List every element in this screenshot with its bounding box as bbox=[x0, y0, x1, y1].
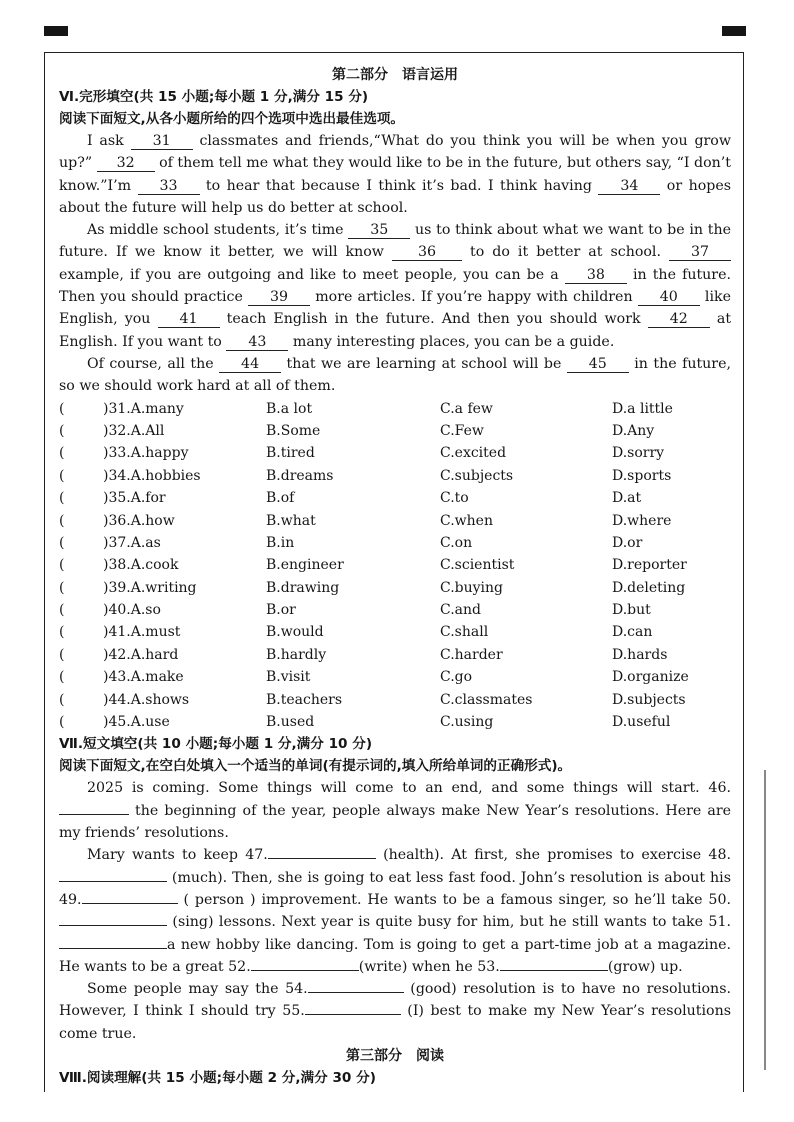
option-row bbox=[59, 577, 731, 599]
option-d: D.sports bbox=[612, 467, 672, 484]
option-b: B.in bbox=[266, 534, 295, 551]
option-b: B.what bbox=[266, 512, 316, 529]
blank-45[interactable]: 45 bbox=[567, 356, 629, 373]
option-b: B.of bbox=[266, 490, 295, 507]
option-d: D.Any bbox=[612, 422, 655, 439]
number-52: 52. bbox=[228, 958, 251, 975]
answer-paren[interactable]: ( bbox=[59, 534, 65, 551]
option-d: D.deleting bbox=[612, 579, 686, 596]
option-b: B.Some bbox=[266, 422, 321, 439]
option-c: C.when bbox=[440, 512, 493, 529]
number-55: 55. bbox=[282, 1003, 305, 1020]
blank-52[interactable] bbox=[251, 970, 359, 971]
text: teach English in the future. And then you should work bbox=[219, 311, 648, 328]
option-row bbox=[59, 465, 731, 487]
text: I ask bbox=[87, 133, 131, 149]
option-a: )42.A.hard bbox=[103, 646, 179, 663]
answer-paren[interactable]: ( bbox=[59, 579, 65, 596]
option-row bbox=[59, 711, 731, 733]
text: ( person ) improvement. He wants to be a famous singer, so he’ll take bbox=[177, 891, 709, 908]
option-a: )44.A.shows bbox=[103, 691, 190, 708]
option-b: B.used bbox=[266, 714, 315, 731]
section7-heading: Ⅶ.短文填空(共 10 小题;每小题 1 分,满分 10 分) bbox=[59, 736, 373, 753]
option-row bbox=[59, 398, 731, 420]
answer-paren[interactable]: ( bbox=[59, 467, 65, 484]
option-d: D.can bbox=[612, 624, 653, 641]
option-row bbox=[59, 420, 731, 442]
option-d: D.hards bbox=[612, 646, 668, 663]
number-47: 47. bbox=[245, 847, 268, 864]
part2-title: 第二部分 语言运用 bbox=[332, 67, 458, 83]
text: Mary wants to keep bbox=[87, 847, 246, 864]
option-d: D.a little bbox=[612, 400, 673, 417]
option-c: C.classmates bbox=[440, 691, 533, 708]
option-d: D.where bbox=[612, 512, 672, 529]
option-d: D.but bbox=[612, 602, 651, 619]
answer-paren[interactable]: ( bbox=[59, 445, 65, 462]
text: (much). Then, she is going to eat less fast food. John’s resolution is about his bbox=[167, 869, 731, 886]
option-c: C.harder bbox=[440, 646, 503, 663]
blank-35[interactable]: 35 bbox=[348, 222, 410, 239]
blank-41[interactable]: 41 bbox=[158, 311, 220, 328]
option-c: C.Few bbox=[440, 422, 484, 439]
part3-title: 第三部分 阅读 bbox=[346, 1047, 444, 1064]
option-a: )33.A.happy bbox=[103, 445, 189, 462]
blank-39[interactable]: 39 bbox=[248, 289, 310, 306]
text: (grow) up. bbox=[607, 958, 683, 975]
answer-paren[interactable]: ( bbox=[59, 669, 65, 686]
text: more articles. If you’re happy with children bbox=[310, 289, 638, 306]
option-c: C.a few bbox=[440, 400, 493, 417]
text: classmates and friends,“What do you think you will be when you grow up?” bbox=[59, 133, 731, 172]
answer-paren[interactable]: ( bbox=[59, 490, 65, 507]
cloze-paragraph-3 bbox=[59, 353, 731, 398]
options-list bbox=[59, 398, 731, 734]
text: to do it better at school. bbox=[461, 244, 669, 261]
blank-40[interactable]: 40 bbox=[638, 289, 700, 306]
cloze-paragraph-2 bbox=[59, 219, 731, 353]
answer-paren[interactable]: ( bbox=[59, 714, 65, 731]
fill-paragraph-2 bbox=[59, 844, 731, 978]
blank-36[interactable]: 36 bbox=[392, 244, 462, 261]
text: (write) when he bbox=[358, 958, 478, 975]
text: example, if you are outgoing and like to meet people, you can be a bbox=[59, 266, 565, 283]
answer-paren[interactable]: ( bbox=[59, 646, 65, 663]
text: or hopes about the future will help us do better at school. bbox=[59, 177, 732, 216]
blank-51[interactable] bbox=[59, 948, 167, 949]
option-d: D.organize bbox=[612, 669, 689, 686]
option-b: B.drawing bbox=[266, 579, 340, 596]
blank-47[interactable] bbox=[268, 858, 376, 859]
blank-32[interactable]: 32 bbox=[97, 155, 155, 172]
option-a: )38.A.cook bbox=[103, 557, 179, 574]
option-row bbox=[59, 442, 731, 464]
cloze-paragraph-1 bbox=[59, 130, 731, 219]
blank-37[interactable]: 37 bbox=[669, 244, 731, 261]
option-a: )31.A.many bbox=[103, 400, 184, 417]
text: a new hobby like dancing. Tom is going to get a part-time job at a magazine. He wants to be a great bbox=[59, 936, 731, 975]
option-c: C.go bbox=[440, 669, 473, 686]
answer-paren[interactable]: ( bbox=[59, 557, 65, 574]
option-c: C.to bbox=[440, 490, 469, 507]
option-row bbox=[59, 532, 731, 554]
text: the beginning of the year, people always make New Year’s resolutions. Here are my friends’ resolutions. bbox=[59, 802, 731, 842]
option-a: )35.A.for bbox=[103, 490, 166, 507]
text: (health). At first, she promises to exercise bbox=[375, 847, 709, 864]
margin-line bbox=[764, 770, 766, 1070]
option-b: B.would bbox=[266, 624, 324, 641]
option-d: D.at bbox=[612, 490, 642, 507]
answer-paren[interactable]: ( bbox=[59, 602, 65, 619]
text: that we are learning at school will be bbox=[281, 355, 567, 372]
text: in the future, so we should work hard at all of them. bbox=[59, 355, 731, 395]
text: As middle school students, it’s time bbox=[87, 222, 349, 239]
option-b: B.visit bbox=[266, 669, 311, 686]
text: of them tell me what they would like to be in the future, but others say, “I don’t know.”I’m bbox=[59, 155, 731, 194]
blank-48[interactable] bbox=[59, 881, 167, 882]
option-row bbox=[59, 599, 731, 621]
option-c: C.on bbox=[440, 534, 473, 551]
section7-instruction: 阅读下面短文,在空白处填入一个适当的单词(有提示词的,填入所给单词的正确形式)。 bbox=[59, 758, 572, 775]
option-b: B.tired bbox=[266, 445, 315, 462]
answer-paren[interactable]: ( bbox=[59, 624, 65, 641]
option-row bbox=[59, 644, 731, 666]
option-b: B.teachers bbox=[266, 691, 343, 708]
option-b: B.hardly bbox=[266, 646, 327, 663]
text: to hear that because I think it’s bad. I think having bbox=[199, 177, 599, 194]
option-a: )41.A.must bbox=[103, 624, 181, 641]
text: Of course, all the bbox=[87, 355, 220, 372]
option-a: )45.A.use bbox=[103, 714, 170, 731]
option-row bbox=[59, 689, 731, 711]
text: 2025 is coming. Some things will come to an end, and some things will start. bbox=[87, 780, 709, 797]
blank-34[interactable]: 34 bbox=[598, 178, 660, 195]
blank-33[interactable]: 33 bbox=[138, 178, 200, 195]
number-46: 46. bbox=[708, 780, 731, 797]
option-b: B.dreams bbox=[266, 467, 334, 484]
option-b: B.a lot bbox=[266, 400, 313, 417]
text: (good) resolution is to have no resolutions. However, I think I should try bbox=[59, 981, 731, 1020]
number-48: 48. bbox=[708, 847, 731, 864]
option-row bbox=[59, 487, 731, 509]
blank-42[interactable]: 42 bbox=[648, 311, 710, 328]
answer-paren[interactable]: ( bbox=[59, 691, 65, 708]
option-a: )32.A.All bbox=[103, 422, 165, 439]
blank-38[interactable]: 38 bbox=[565, 267, 627, 284]
number-49: 49. bbox=[59, 891, 82, 908]
registration-mark-left bbox=[44, 26, 68, 36]
text: many interesting places, you can be a guide. bbox=[288, 333, 615, 350]
answer-paren[interactable]: ( bbox=[59, 422, 65, 439]
blank-49[interactable] bbox=[82, 903, 178, 904]
option-d: D.or bbox=[612, 534, 643, 551]
answer-paren[interactable]: ( bbox=[59, 512, 65, 529]
option-d: D.subjects bbox=[612, 691, 686, 708]
text: us to think about what we want to be in the future. If we know it better, we will know bbox=[59, 222, 731, 261]
option-d: D.sorry bbox=[612, 445, 665, 462]
blank-31[interactable]: 31 bbox=[131, 133, 193, 150]
option-d: D.reporter bbox=[612, 557, 687, 574]
section6-instruction: 阅读下面短文,从各小题所给的四个选项中选出最佳选项。 bbox=[59, 111, 405, 127]
blank-54[interactable] bbox=[308, 992, 404, 993]
option-b: B.engineer bbox=[266, 557, 344, 574]
option-row bbox=[59, 554, 731, 576]
option-a: )34.A.hobbies bbox=[103, 467, 201, 484]
text: (I) best to make my New Year’s resolutions come true. bbox=[59, 1003, 731, 1042]
text: like English, you bbox=[59, 289, 731, 328]
text: at English. If you want to bbox=[59, 311, 732, 350]
registration-mark-right bbox=[722, 26, 746, 36]
number-51: 51. bbox=[708, 914, 731, 931]
option-c: C.shall bbox=[440, 624, 489, 641]
number-53: 53. bbox=[477, 958, 500, 975]
section6-heading: Ⅵ.完形填空(共 15 小题;每小题 1 分,满分 15 分) bbox=[59, 89, 369, 105]
section8-heading: Ⅷ.阅读理解(共 15 小题;每小题 2 分,满分 30 分) bbox=[59, 1069, 376, 1086]
option-a: )40.A.so bbox=[103, 602, 161, 619]
number-54: 54. bbox=[285, 981, 308, 998]
answer-paren[interactable]: ( bbox=[59, 400, 65, 417]
number-50: 50. bbox=[708, 891, 731, 908]
blank-44[interactable]: 44 bbox=[219, 356, 281, 373]
option-c: C.excited bbox=[440, 445, 507, 462]
option-c: C.and bbox=[440, 602, 481, 619]
option-row bbox=[59, 666, 731, 688]
option-c: C.using bbox=[440, 714, 494, 731]
option-c: C.buying bbox=[440, 579, 504, 596]
option-a: )39.A.writing bbox=[103, 579, 197, 596]
text: in the future. Then you should practice bbox=[59, 266, 731, 306]
fill-paragraph-1 bbox=[59, 777, 731, 844]
option-a: )37.A.as bbox=[103, 534, 161, 551]
option-row bbox=[59, 621, 731, 643]
blank-53[interactable] bbox=[500, 970, 608, 971]
blank-55[interactable] bbox=[305, 1014, 401, 1015]
blank-50[interactable] bbox=[59, 925, 167, 926]
option-a: )43.A.make bbox=[103, 669, 184, 686]
text: Some people may say the bbox=[87, 981, 286, 998]
blank-43[interactable]: 43 bbox=[226, 334, 288, 351]
fill-paragraph-3 bbox=[59, 978, 731, 1045]
option-c: C.scientist bbox=[440, 557, 515, 574]
option-a: )36.A.how bbox=[103, 512, 175, 529]
option-c: C.subjects bbox=[440, 467, 514, 484]
option-d: D.useful bbox=[612, 714, 671, 731]
blank-46[interactable] bbox=[59, 814, 129, 815]
exam-content bbox=[59, 64, 731, 1089]
option-row bbox=[59, 510, 731, 532]
text: (sing) lessons. Next year is quite busy for him, but he still wants to take bbox=[167, 914, 709, 931]
option-b: B.or bbox=[266, 602, 296, 619]
